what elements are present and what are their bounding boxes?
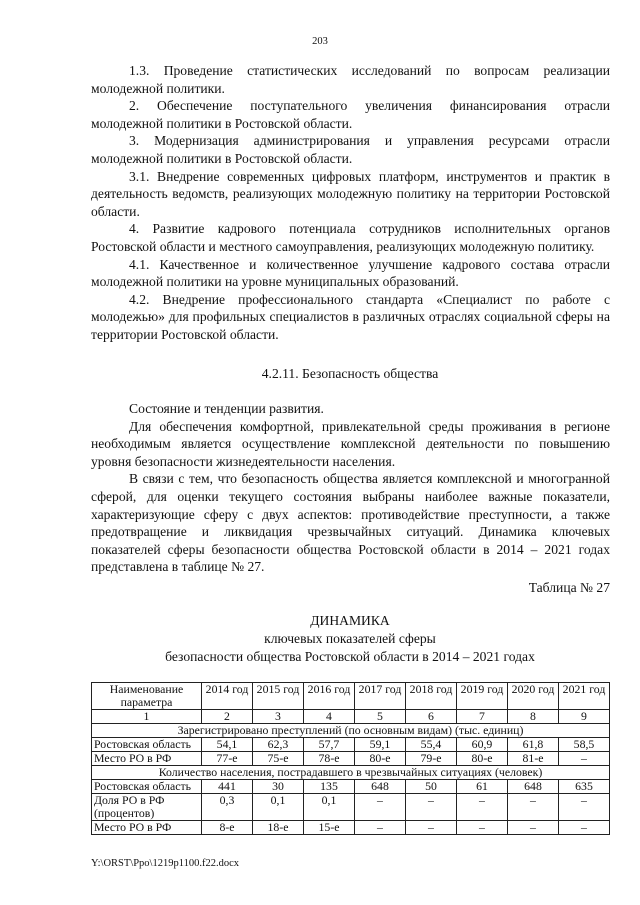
header-cell: 2021 год <box>559 683 610 710</box>
table-cell: 79-е <box>406 752 457 766</box>
table-cell: – <box>355 821 406 835</box>
page-number: 203 <box>312 36 328 47</box>
column-number: 3 <box>253 710 304 724</box>
column-number: 1 <box>92 710 202 724</box>
table-cell: 54,1 <box>202 738 253 752</box>
table-cell: 58,5 <box>559 738 610 752</box>
table-cell: 0,3 <box>202 794 253 821</box>
table-cell: – <box>559 752 610 766</box>
table-cell: 18-е <box>253 821 304 835</box>
table-cell: 61 <box>457 780 508 794</box>
table-cell: 55,4 <box>406 738 457 752</box>
table-cell: 0,1 <box>253 794 304 821</box>
paragraph: Для обеспечения комфортной, привлекательной среды проживания в регионе необходимым является осуществление комплексной деятельности по повышению уровня безопасности жизнедеятельности населения. <box>91 418 610 469</box>
table-cell: 648 <box>508 780 559 794</box>
table-cell: – <box>508 794 559 821</box>
table-cell: 80-е <box>457 752 508 766</box>
paragraph: 4.1. Качественное и количественное улучшение кадрового состава отрасли молодежной политики на уровне муниципальных образований. <box>91 256 610 290</box>
table-row <box>92 821 610 835</box>
column-number-row <box>92 710 610 724</box>
table-cell: 77-е <box>202 752 253 766</box>
row-label: Место РО в РФ <box>92 752 202 766</box>
table-cell: 441 <box>202 780 253 794</box>
row-label: Ростовская область <box>92 738 202 752</box>
table-cell: 635 <box>559 780 610 794</box>
paragraph: 4.2. Внедрение профессионального стандарта «Специалист по работе с молодежью» для профильных специалистов в различных отраслях социальной сферы на территории Ростовской области. <box>91 291 610 342</box>
table-row <box>92 794 610 821</box>
column-number: 4 <box>304 710 355 724</box>
table-cell: – <box>457 821 508 835</box>
paragraph: 1.3. Проведение статистических исследований по вопросам реализации молодежной политики. <box>91 63 610 96</box>
table-cell: 15-е <box>304 821 355 835</box>
table-row <box>92 752 610 766</box>
data-table <box>91 682 610 835</box>
table-label: Таблица № 27 <box>528 580 610 595</box>
column-number: 6 <box>406 710 457 724</box>
table-cell: – <box>406 821 457 835</box>
table-cell: 81-е <box>508 752 559 766</box>
table-section-row <box>92 724 610 738</box>
table-cell: 62,3 <box>253 738 304 752</box>
table-cell: 60,9 <box>457 738 508 752</box>
table-cell: – <box>508 821 559 835</box>
table-cell: 59,1 <box>355 738 406 752</box>
header-cell: 2014 год <box>202 683 253 710</box>
table-header-row <box>92 683 610 710</box>
table-cell: 648 <box>355 780 406 794</box>
table-cell: – <box>355 794 406 821</box>
table-cell: – <box>406 794 457 821</box>
header-cell: 2015 год <box>253 683 304 710</box>
row-label: Место РО в РФ <box>92 821 202 835</box>
column-number: 2 <box>202 710 253 724</box>
table-section-row <box>92 766 610 780</box>
file-path-footer: Y:\ORST\Ppo\1219p1100.f22.docx <box>91 858 239 869</box>
table-cell: 75-е <box>253 752 304 766</box>
table-cell: – <box>457 794 508 821</box>
table-cell: – <box>559 794 610 821</box>
paragraph: Состояние и тенденции развития. <box>129 401 324 416</box>
header-cell: 2017 год <box>355 683 406 710</box>
column-number: 8 <box>508 710 559 724</box>
paragraph: В связи с тем, что безопасность общества является комплексной и многогранной сферой, для оценки текущего состояния выбраны наиболее важные показатели, характеризующие сферу с двух аспектов: противодействие преступности, а также предотвращение и ликвидация чрезвычайных ситуаций. Динамика ключевых показателей сферы безопасности общества Ростовской области в 2014 – 2021 годах представлена в таблице № 27. <box>91 471 610 575</box>
column-number: 9 <box>559 710 610 724</box>
table-cell: 57,7 <box>304 738 355 752</box>
column-number: 5 <box>355 710 406 724</box>
table-row <box>92 738 610 752</box>
column-number: 7 <box>457 710 508 724</box>
table-cell: – <box>559 821 610 835</box>
paragraph: 3. Модернизация администрирования и управления ресурсами отрасли молодежной политики в Ростовской области. <box>91 133 610 166</box>
table-cell: 80-е <box>355 752 406 766</box>
table-title <box>0 612 640 666</box>
section-text <box>91 400 610 576</box>
header-cell: 2019 год <box>457 683 508 710</box>
table-cell: 8-е <box>202 821 253 835</box>
section-heading: 4.2.11. Безопасность общества <box>261 366 439 381</box>
paragraph: 4. Развитие кадрового потенциала сотрудников исполнительных органов Ростовской области и местного самоуправления, реализующих молодежную политику. <box>91 221 610 254</box>
table-title-line: ключевых показателей сферы <box>264 631 436 646</box>
table-row <box>92 780 610 794</box>
paragraph: 2. Обеспечение поступательного увеличения финансирования отрасли молодежной политики в Ростовской области. <box>91 98 610 131</box>
table-cell: 61,8 <box>508 738 559 752</box>
table-cell: 0,1 <box>304 794 355 821</box>
table-section-title: Зарегистрировано преступлений (по основным видам) (тыс. единиц) <box>92 724 610 738</box>
row-label: Ростовская область <box>92 780 202 794</box>
header-cell: 2016 год <box>304 683 355 710</box>
table-title-line: безопасности общества Ростовской области в 2014 – 2021 годах <box>165 649 535 664</box>
table-title-line: ДИНАМИКА <box>310 613 390 628</box>
table-cell: 78-е <box>304 752 355 766</box>
header-cell: 2018 год <box>406 683 457 710</box>
table-cell: 135 <box>304 780 355 794</box>
header-cell: 2020 год <box>508 683 559 710</box>
table-cell: 50 <box>406 780 457 794</box>
table-cell: 30 <box>253 780 304 794</box>
body-text <box>91 62 610 344</box>
table-section-title: Количество населения, пострадавшего в чрезвычайных ситуациях (человек) <box>92 766 610 780</box>
paragraph: 3.1. Внедрение современных цифровых платформ, инструментов и практик в деятельность ведомств, реализующих молодежную политику на территории Ростовской области. <box>91 168 610 219</box>
header-cell: Наименование параметра <box>92 683 202 710</box>
row-label: Доля РО в РФ (процентов) <box>92 794 202 821</box>
